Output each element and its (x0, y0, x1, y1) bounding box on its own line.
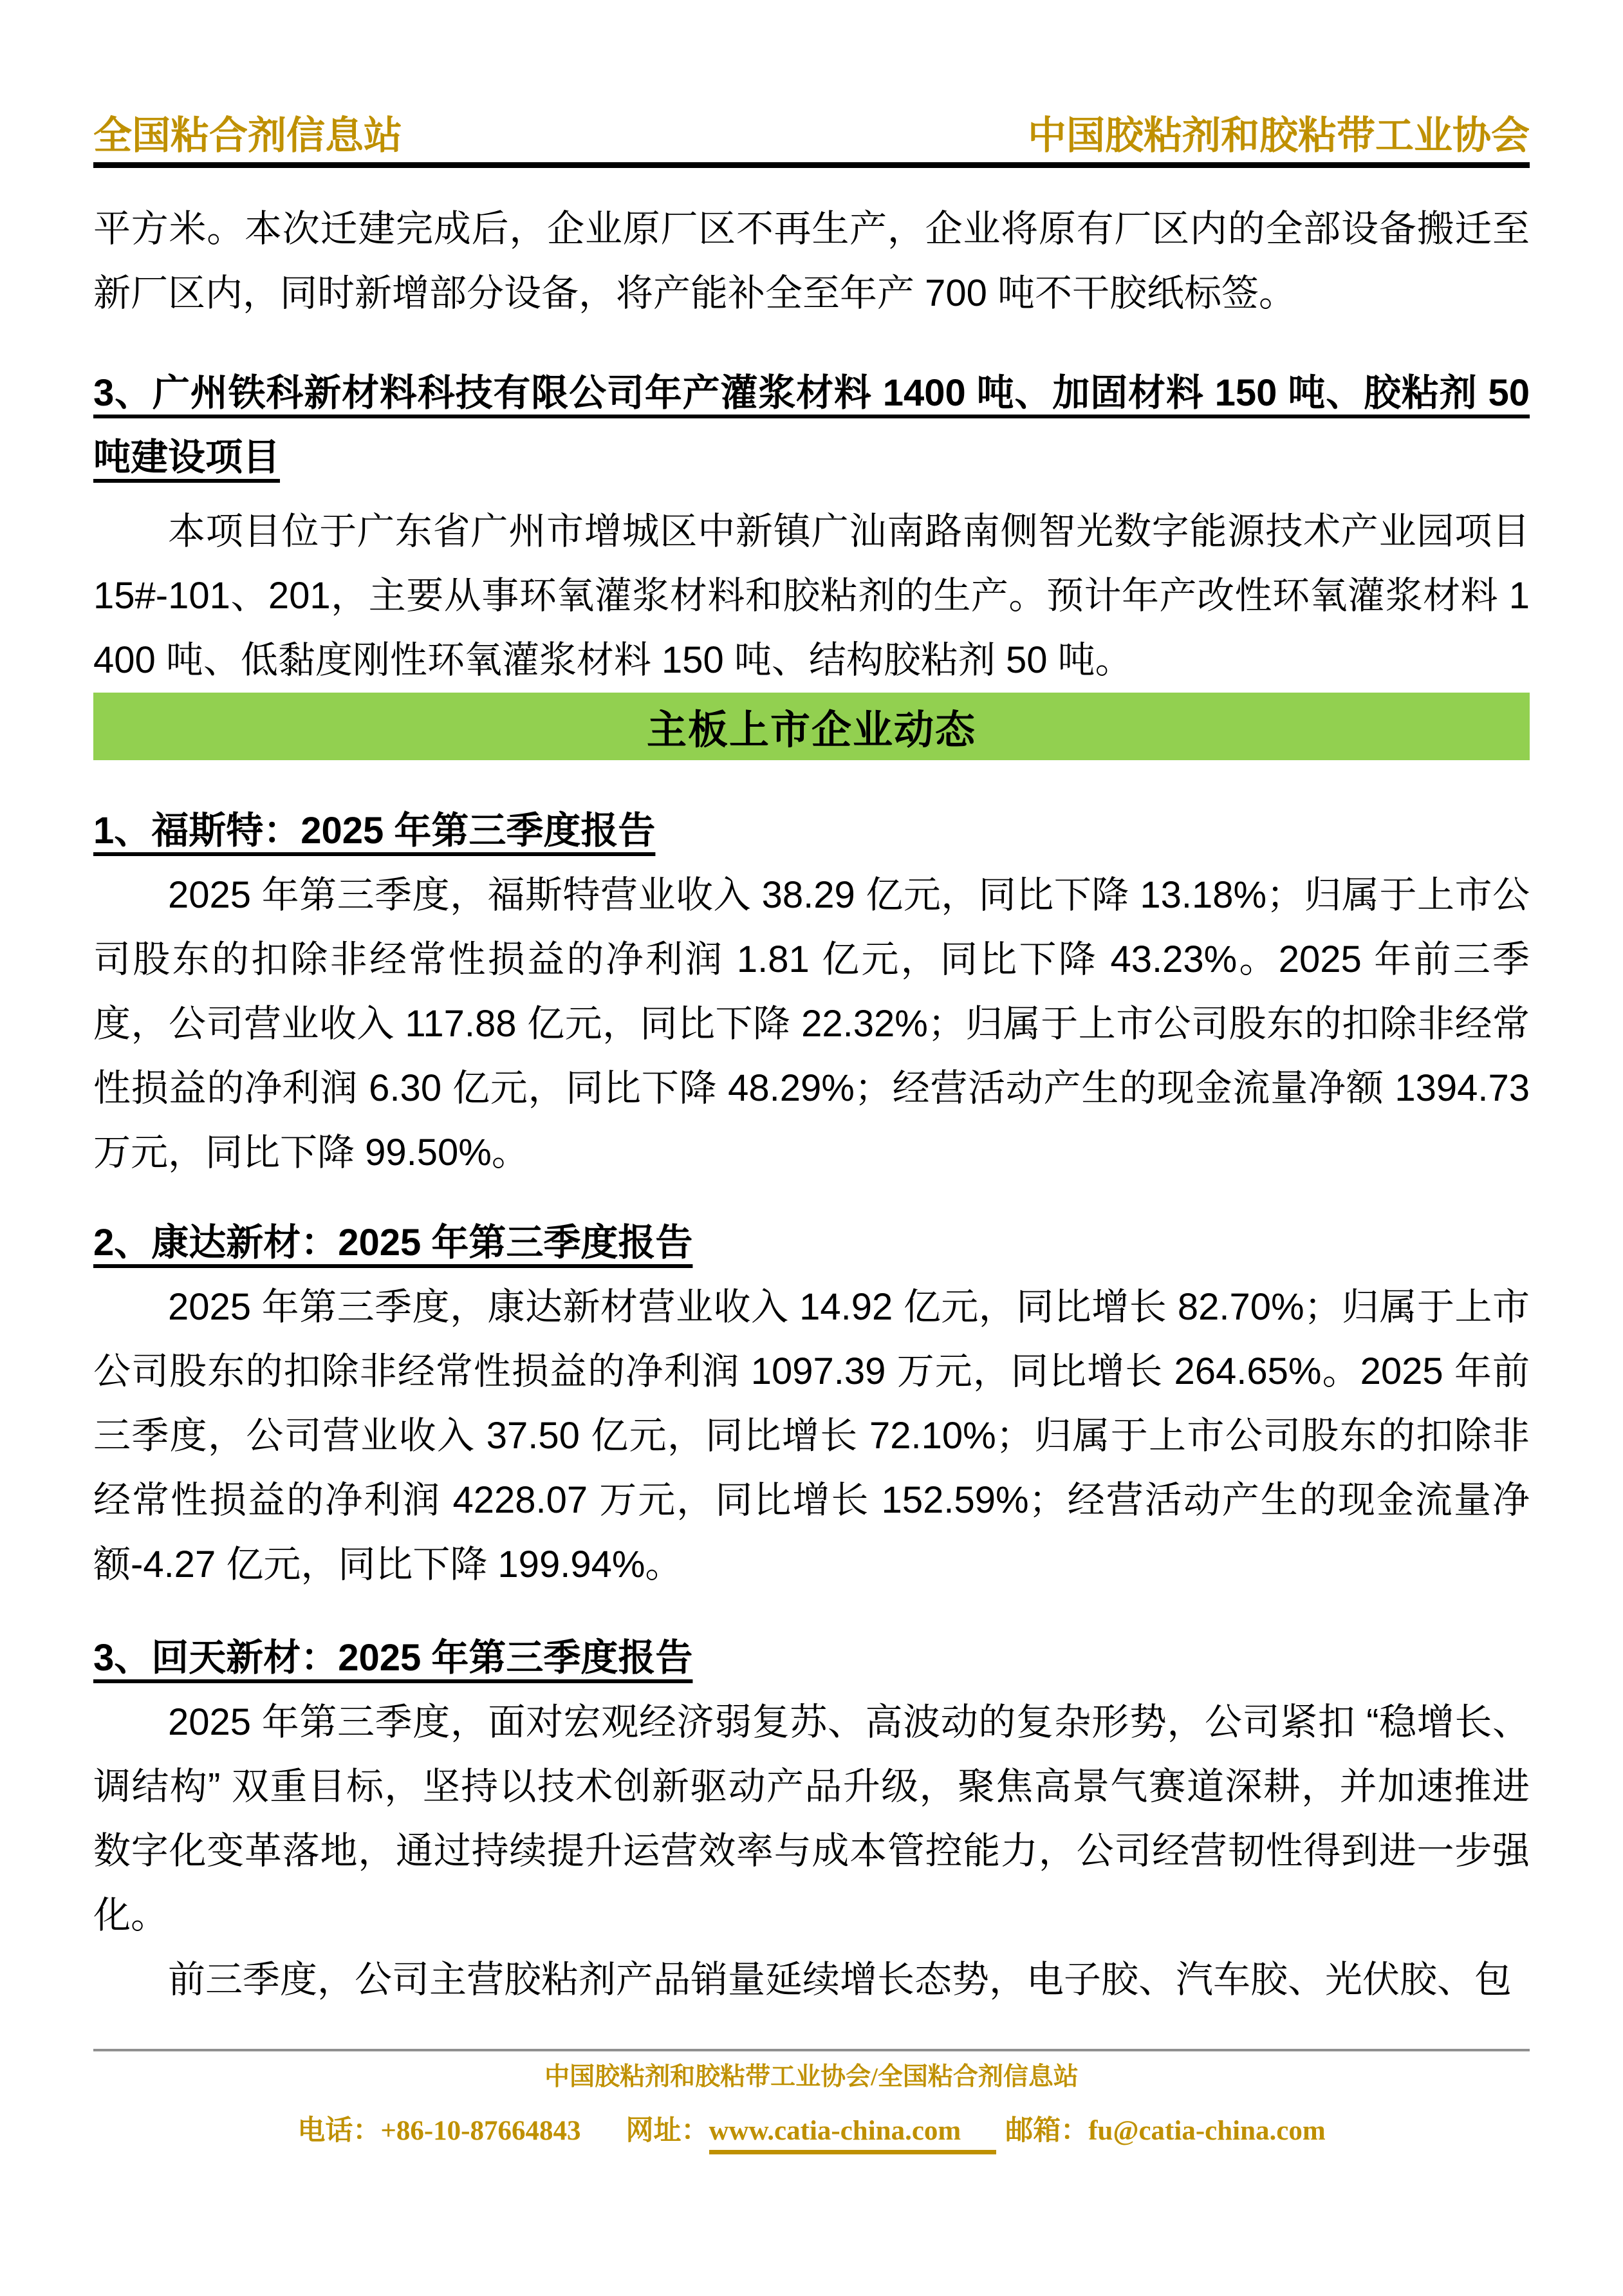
footer-email-link[interactable]: fu@catia-china.com (1088, 2116, 1326, 2146)
footer-web-label: 网址： (626, 2116, 709, 2146)
footer-phone-label: 电话： (297, 2116, 381, 2146)
header-left-org: 全国粘合剂信息站 (93, 115, 402, 157)
banner-title: 主板上市企业动态 (646, 708, 976, 752)
company-section-heading-1: 1、福斯特：2025 年第三季度报告 (93, 810, 656, 852)
header-right-org: 中国胶粘剂和胶粘带工业协会 (1028, 115, 1530, 157)
company-section-heading-2: 2、康达新材：2025 年第三季度报告 (93, 1222, 693, 1264)
company-section-paragraph: 2025 年第三季度，面对宏观经济弱复苏、高波动的复杂形势，公司紧扣 “稳增长、调结构” 双重目标，坚持以技术创新驱动产品升级，聚焦高景气赛道深耕，并加速推进数字化变革落地，通过持续提升运营效率与成本管控能力，公司经营韧性得到进一步强化。 (93, 1701, 1530, 1936)
page-footer (93, 2049, 1530, 2148)
company-section-heading-3: 3、回天新材：2025 年第三季度报告 (93, 1637, 693, 1679)
project-section-body: 本项目位于广东省广州市增城区中新镇广汕南路南侧智光数字能源技术产业园项目 15#-101、201，主要从事环氧灌浆材料和胶粘剂的生产。预计年产改性环氧灌浆材料 1400 吨、低黏度刚性环氧灌浆材料 150 吨、结构胶粘剂 50 吨。 (93, 510, 1530, 681)
footer-contacts (93, 2114, 1530, 2148)
section-banner (93, 693, 1530, 760)
project-section-heading: 3、广州铁科新材料科技有限公司年产灌浆材料 1400 吨、加固材料 150 吨、胶粘剂 50 吨建设项目 (93, 372, 1530, 478)
company-section-paragraph: 2025 年第三季度，康达新材营业收入 14.92 亿元，同比增长 82.70%；归属于上市公司股东的扣除非经常性损益的净利润 1097.39 万元，同比增长 264.65%。2025 年前三季度，公司营业收入 37.50 亿元，同比增长 72.10%；归属于上市公司股东的扣除非经常性损益的净利润 4228.07 万元，同比增长 152.59%；经营活动产生的现金流量净额-4.27 亿元，同比下降 199.94%。 (93, 1286, 1530, 1585)
footer-website-link[interactable]: www.catia-china.com (709, 2116, 997, 2154)
page-header (93, 0, 1530, 168)
intro-paragraph: 平方米。本次迁建完成后，企业原厂区不再生产，企业将原有厂区内的全部设备搬迁至新厂区内，同时新增部分设备，将产能补全至年产 700 吨不干胶纸标签。 (93, 208, 1530, 314)
footer-email-label: 邮箱： (1005, 2116, 1089, 2146)
company-section-paragraph: 2025 年第三季度，福斯特营业收入 38.29 亿元，同比下降 13.18%；归属于上市公司股东的扣除非经常性损益的净利润 1.81 亿元，同比下降 43.23%。2025 年前三季度，公司营业收入 117.88 亿元，同比下降 22.32%；归属于上市公司股东的扣除非经常性损益的净利润 6.30 亿元，同比下降 48.29%；经营活动产生的现金流量净额 1394.73 万元，同比下降 99.50%。 (93, 874, 1530, 1173)
footer-phone-value: +86-10-87664843 (380, 2116, 581, 2146)
footer-org-line: 中国胶粘剂和胶粘带工业协会/全国粘合剂信息站 (544, 2063, 1079, 2091)
company-section-paragraph: 前三季度，公司主营胶粘剂产品销量延续增长态势，电子胶、汽车胶、光伏胶、包 (168, 1959, 1512, 2001)
